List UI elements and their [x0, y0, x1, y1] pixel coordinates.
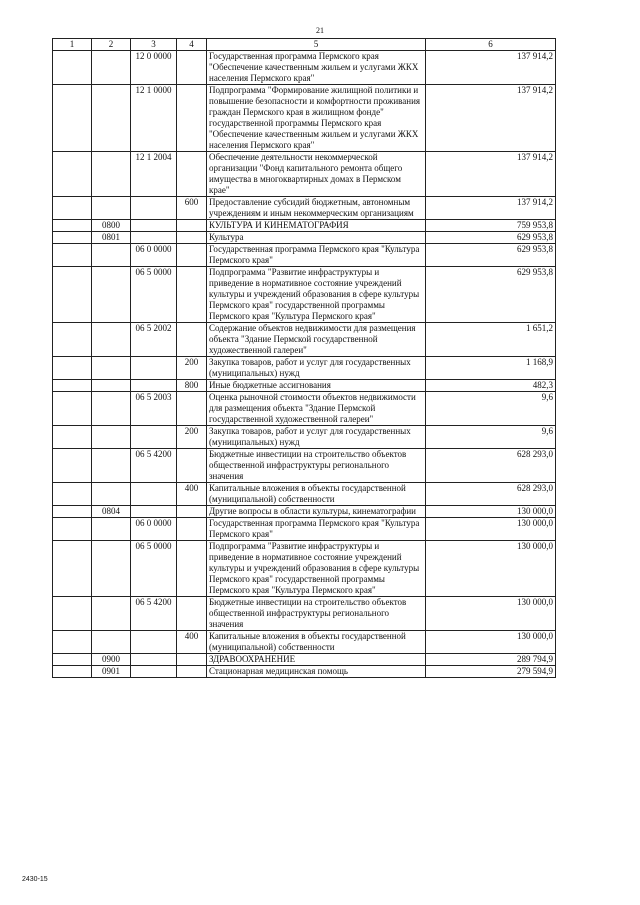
amount-cell: 1 651,2 — [426, 323, 556, 357]
subsection-cell — [92, 449, 131, 483]
description-cell: Государственная программа Пермского края "Обеспечение качественным жильем и услугами ЖКХ населения Пермского края" — [207, 51, 426, 85]
table-body — [53, 51, 556, 678]
amount-cell: 9,6 — [426, 426, 556, 449]
subsection-cell — [92, 380, 131, 392]
table-row — [53, 631, 556, 654]
expense-type-cell — [177, 654, 207, 666]
section-cell — [53, 666, 92, 678]
description-cell: Содержание объектов недвижимости для размещения объекта "Здание Пермской государственной художественной галереи" — [207, 323, 426, 357]
target-article-cell — [131, 232, 177, 244]
table-row — [53, 244, 556, 267]
table-row — [53, 654, 556, 666]
amount-cell: 137 914,2 — [426, 85, 556, 152]
target-article-cell: 06 5 2002 — [131, 323, 177, 357]
subsection-cell — [92, 597, 131, 631]
target-article-cell — [131, 197, 177, 220]
budget-table — [52, 38, 556, 678]
description-cell: Предоставление субсидий бюджетным, автономным учреждениям и иным некоммерческим организациям — [207, 197, 426, 220]
table-row — [53, 197, 556, 220]
amount-cell: 130 000,0 — [426, 631, 556, 654]
amount-cell: 482,3 — [426, 380, 556, 392]
table-row — [53, 426, 556, 449]
section-cell — [53, 518, 92, 541]
description-cell: Обеспечение деятельности некоммерческой организации "Фонд капитального ремонта общего имущества в многоквартирных домах в Пермском крае" — [207, 152, 426, 197]
amount-cell: 629 953,8 — [426, 232, 556, 244]
table-row — [53, 506, 556, 518]
target-article-cell — [131, 506, 177, 518]
expense-type-cell — [177, 267, 207, 323]
subsection-cell — [92, 483, 131, 506]
target-article-cell — [131, 357, 177, 380]
amount-cell: 279 594,9 — [426, 666, 556, 678]
section-cell — [53, 392, 92, 426]
target-article-cell — [131, 380, 177, 392]
description-cell: Стационарная медицинская помощь — [207, 666, 426, 678]
subsection-cell — [92, 392, 131, 426]
amount-cell: 629 953,8 — [426, 267, 556, 323]
target-article-cell: 12 1 0000 — [131, 85, 177, 152]
expense-type-cell — [177, 449, 207, 483]
target-article-cell: 06 0 0000 — [131, 244, 177, 267]
section-cell — [53, 506, 92, 518]
expense-type-cell: 200 — [177, 357, 207, 380]
description-cell: Другие вопросы в области культуры, кинематографии — [207, 506, 426, 518]
amount-cell: 628 293,0 — [426, 483, 556, 506]
column-header: 2 — [92, 39, 131, 51]
table-row — [53, 597, 556, 631]
description-cell: Культура — [207, 232, 426, 244]
amount-cell: 130 000,0 — [426, 506, 556, 518]
amount-cell: 759 953,8 — [426, 220, 556, 232]
section-cell — [53, 449, 92, 483]
target-article-cell — [131, 426, 177, 449]
subsection-cell — [92, 244, 131, 267]
table-row — [53, 220, 556, 232]
subsection-cell: 0801 — [92, 232, 131, 244]
expense-type-cell — [177, 244, 207, 267]
target-article-cell — [131, 666, 177, 678]
table-row — [53, 267, 556, 323]
section-cell — [53, 357, 92, 380]
target-article-cell: 06 5 2003 — [131, 392, 177, 426]
expense-type-cell — [177, 85, 207, 152]
section-cell — [53, 483, 92, 506]
description-cell: КУЛЬТУРА И КИНЕМАТОГРАФИЯ — [207, 220, 426, 232]
expense-type-cell — [177, 392, 207, 426]
target-article-cell: 06 5 4200 — [131, 597, 177, 631]
amount-cell: 289 794,9 — [426, 654, 556, 666]
subsection-cell — [92, 426, 131, 449]
target-article-cell — [131, 483, 177, 506]
expense-type-cell — [177, 323, 207, 357]
subsection-cell — [92, 518, 131, 541]
description-cell: Иные бюджетные ассигнования — [207, 380, 426, 392]
section-cell — [53, 541, 92, 597]
target-article-cell — [131, 631, 177, 654]
section-cell — [53, 85, 92, 152]
expense-type-cell — [177, 220, 207, 232]
amount-cell: 137 914,2 — [426, 197, 556, 220]
section-cell — [53, 380, 92, 392]
expense-type-cell: 400 — [177, 483, 207, 506]
section-cell — [53, 631, 92, 654]
description-cell: Капитальные вложения в объекты государственной (муниципальной) собственности — [207, 483, 426, 506]
table-row — [53, 323, 556, 357]
subsection-cell — [92, 357, 131, 380]
expense-type-cell — [177, 666, 207, 678]
amount-cell: 628 293,0 — [426, 449, 556, 483]
target-article-cell: 06 5 4200 — [131, 449, 177, 483]
subsection-cell — [92, 267, 131, 323]
target-article-cell: 12 1 2004 — [131, 152, 177, 197]
column-header: 4 — [177, 39, 207, 51]
expense-type-cell — [177, 152, 207, 197]
expense-type-cell — [177, 518, 207, 541]
section-cell — [53, 426, 92, 449]
target-article-cell: 06 0 0000 — [131, 518, 177, 541]
subsection-cell — [92, 85, 131, 152]
description-cell: Оценка рыночной стоимости объектов недвижимости для размещения объекта "Здание Пермской государственной художественной галереи" — [207, 392, 426, 426]
description-cell: Бюджетные инвестиции на строительство объектов общественной инфраструктуры регионального значения — [207, 597, 426, 631]
table-row — [53, 483, 556, 506]
amount-cell: 130 000,0 — [426, 518, 556, 541]
footer-code: 2430-15 — [22, 876, 48, 883]
subsection-cell — [92, 152, 131, 197]
subsection-cell: 0800 — [92, 220, 131, 232]
subsection-cell — [92, 323, 131, 357]
expense-type-cell — [177, 506, 207, 518]
column-header: 1 — [53, 39, 92, 51]
table-row — [53, 541, 556, 597]
description-cell: Подпрограмма "Формирование жилищной политики и повышение безопасности и комфортности проживания граждан Пермского края в жилищном фонде" государственной программы Пермского края "Обеспечение качественным жильем и услугами ЖКХ населения Пермского края" — [207, 85, 426, 152]
table-row — [53, 51, 556, 85]
amount-cell: 137 914,2 — [426, 152, 556, 197]
description-cell: Закупка товаров, работ и услуг для государственных (муниципальных) нужд — [207, 357, 426, 380]
target-article-cell: 06 5 0000 — [131, 267, 177, 323]
amount-cell: 137 914,2 — [426, 51, 556, 85]
amount-cell: 130 000,0 — [426, 597, 556, 631]
description-cell: Государственная программа Пермского края "Культура Пермского края" — [207, 244, 426, 267]
subsection-cell: 0901 — [92, 666, 131, 678]
section-cell — [53, 323, 92, 357]
amount-cell: 1 168,9 — [426, 357, 556, 380]
expense-type-cell — [177, 51, 207, 85]
section-cell — [53, 152, 92, 197]
subsection-cell — [92, 51, 131, 85]
section-cell — [53, 51, 92, 85]
table-row — [53, 449, 556, 483]
subsection-cell — [92, 631, 131, 654]
subsection-cell: 0804 — [92, 506, 131, 518]
expense-type-cell: 800 — [177, 380, 207, 392]
amount-cell: 629 953,8 — [426, 244, 556, 267]
table-row — [53, 357, 556, 380]
expense-type-cell — [177, 232, 207, 244]
subsection-cell — [92, 541, 131, 597]
description-cell: ЗДРАВООХРАНЕНИЕ — [207, 654, 426, 666]
section-cell — [53, 597, 92, 631]
expense-type-cell: 200 — [177, 426, 207, 449]
column-header: 5 — [207, 39, 426, 51]
description-cell: Бюджетные инвестиции на строительство объектов общественной инфраструктуры регионального значения — [207, 449, 426, 483]
description-cell: Капитальные вложения в объекты государственной (муниципальной) собственности — [207, 631, 426, 654]
subsection-cell — [92, 197, 131, 220]
section-cell — [53, 244, 92, 267]
table-header-row — [53, 39, 556, 51]
column-header: 3 — [131, 39, 177, 51]
amount-cell: 9,6 — [426, 392, 556, 426]
section-cell — [53, 232, 92, 244]
page-number: 21 — [316, 26, 324, 35]
expense-type-cell — [177, 541, 207, 597]
target-article-cell: 12 0 0000 — [131, 51, 177, 85]
description-cell: Подпрограмма "Развитие инфраструктуры и приведение в нормативное состояние учреждений культуры и учреждений образования в сфере культуры Пермского края" государственной программы Пермского края "Культура Пермского края" — [207, 541, 426, 597]
table-row — [53, 85, 556, 152]
column-header: 6 — [426, 39, 556, 51]
expense-type-cell — [177, 597, 207, 631]
table-row — [53, 666, 556, 678]
expense-type-cell: 600 — [177, 197, 207, 220]
section-cell — [53, 654, 92, 666]
table-row — [53, 232, 556, 244]
target-article-cell — [131, 220, 177, 232]
table-row — [53, 152, 556, 197]
amount-cell: 130 000,0 — [426, 541, 556, 597]
description-cell: Государственная программа Пермского края "Культура Пермского края" — [207, 518, 426, 541]
table-row — [53, 392, 556, 426]
target-article-cell: 06 5 0000 — [131, 541, 177, 597]
table-row — [53, 380, 556, 392]
description-cell: Закупка товаров, работ и услуг для государственных (муниципальных) нужд — [207, 426, 426, 449]
subsection-cell: 0900 — [92, 654, 131, 666]
section-cell — [53, 220, 92, 232]
section-cell — [53, 267, 92, 323]
description-cell: Подпрограмма "Развитие инфраструктуры и приведение в нормативное состояние учреждений культуры и учреждений образования в сфере культуры Пермского края" государственной программы Пермского края "Культура Пермского края" — [207, 267, 426, 323]
expense-type-cell: 400 — [177, 631, 207, 654]
target-article-cell — [131, 654, 177, 666]
table-row — [53, 518, 556, 541]
section-cell — [53, 197, 92, 220]
